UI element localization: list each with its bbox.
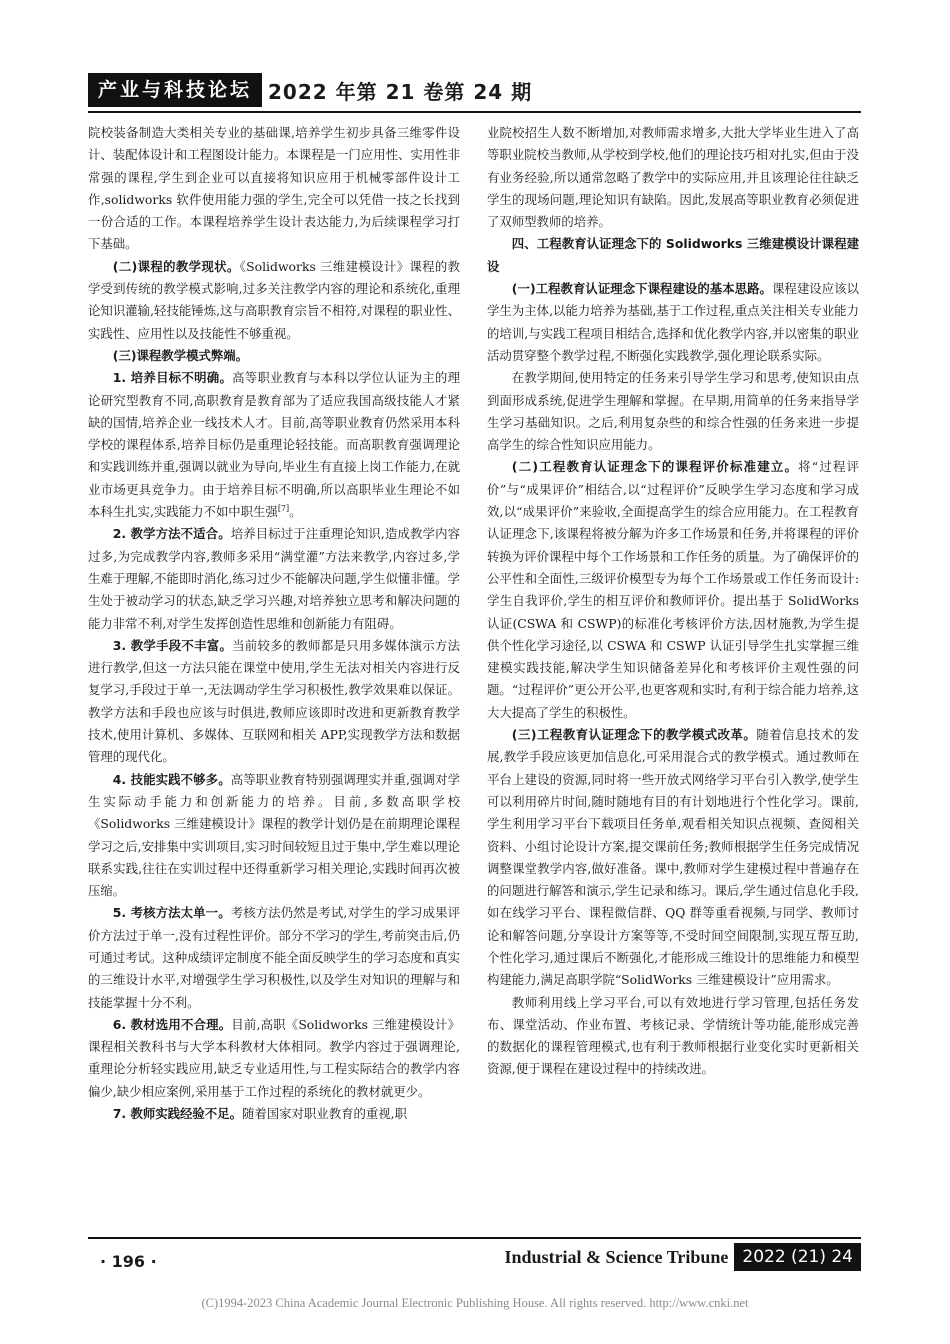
item-body: 随着国家对职业教育的重视,职 (241, 1106, 407, 1122)
paragraph-body: 《Solidworks 三维建模设计》课程的教学受到传统的教学模式影响,过多关注教学内容的理论和系统化,重理论知识灌输,轻技能锤炼,这与高职教育宗旨不相符,对课程的职业性、实践性、应用性以及技能性不够重视。 (88, 258, 460, 341)
item-end: 。 (289, 504, 302, 520)
item-body: 目前,高职《Solidworks 三维建模设计》课程相关教科书与大学本科教材大体相同。教学内容过于强调理论,重理论分析轻实践应用,缺乏专业适用性,与工程实际结合的教学内容偏少,缺少相应案例,采用基于工作过程的系统化的教材就更少。 (88, 1016, 460, 1099)
paragraph (487, 278, 859, 367)
issue-label: 2022 年第 21 卷第 24 期 (268, 79, 533, 104)
item-heading: 6. 教材选用不合理。 (112, 1016, 232, 1032)
subsection-heading: (二)工程教育认证理念下的课程评价标准建立。 (511, 459, 799, 475)
paragraph (487, 456, 859, 724)
item-body: 当前较多的教师都是只用多媒体演示方法进行教学,但这一方法只能在课堂中使用,学生无法对相关内容进行反复学习,手段过于单一,无法调动学生学习积极性,教学效果难以保证。教学方法和手段也应该与时俱进,教师应该即时改进和更新教育教学技术,使用计算机、多媒体、互联网和相关 APP,实现教学方法和数据管理的现代化。 (88, 637, 460, 765)
footer-journal (505, 1243, 861, 1271)
paragraph: 业院校招生人数不断增加,对教师需求增多,大批大学毕业生进入了高等职业院校当教师,从学校到学校,他们的理论技巧相对扎实,但由于没有业务经验,所以通常忽略了教学中的实际应用,并且该理论往往缺乏学生的现场问题,理论知识有缺陷。因此,发展高等职业教育必须促进了双师型教师的培养。 (487, 125, 859, 230)
issue-box: 2022 (21) 24 (734, 1243, 861, 1271)
subsection-heading: (三)工程教育认证理念下的教学模式改革。 (511, 727, 757, 743)
paragraph: 在教学期间,使用特定的任务来引导学生学习和思考,使知识由点到面形成系统,促进学生理解和掌握。在早期,用简单的任务来指导学生学习基础知识。之后,利用复杂些的和综合性强的任务来进一步提高学生的综合性知识应用能力。 (487, 370, 859, 453)
subsection-heading-text: (三)课程教学模式弊端。 (112, 347, 249, 363)
subsection-heading: (一)工程教育认证理念下课程建设的基本思路。 (511, 281, 772, 297)
item-heading: 1. 培养目标不明确。 (112, 370, 233, 386)
header-rule (88, 111, 861, 113)
list-item (88, 1014, 460, 1103)
journal-header (88, 73, 532, 107)
footer-rule (88, 1237, 861, 1239)
paragraph (88, 256, 460, 345)
section-title: 四、工程教育认证理念下的 Solidworks 三维建模设计课程建设 (487, 236, 859, 274)
item-heading: 2. 教学方法不适合。 (112, 526, 231, 542)
item-body: 高等职业教育特别强调理实并重,强调对学生实际动手能力和创新能力的培养。目前,多数高职学校《Solidworks 三维建模设计》课程的教学计划仍是在前期理论课程学习之后,安排集中实训项目,实习时间较短且过于集中,学生难以理论联系实践,往往在实训过程中还得重新学习相关理论,实践时间再次被压缩。 (88, 771, 460, 899)
paragraph (487, 724, 859, 992)
paragraph-body: 课程建设应该以学生为主体,以能力培养为基础,基于工作过程,重点关注相关专业能力的培训,与实践工程项目相结合,选择和优化教学内容,并以密集的职业活动贯穿整个教学过程,不断强化实践教学,强化理论联系实际。 (487, 281, 860, 363)
copyright-line: (C)1994-2023 China Academic Journal Electronic Publishing House. All rights reserved. http://www.cnki.net (201, 1296, 749, 1310)
paragraph: 院校装备制造大类相关专业的基础课,培养学生初步具备三维零件设计、装配体设计和工程图设计能力。本课程是一门应用性、实用性非常强的课程,学生到企业可以直接将知识应用于机械零部件设计工作,solidworks 软件使用能力强的学生,完全可以凭借一技之长找到一份合适的工作。本课程培养学生设计表达能力,为后续课程学习打下基础。 (88, 125, 460, 252)
left-column (88, 122, 460, 1125)
item-heading: 3. 教学手段不丰富。 (112, 637, 233, 653)
list-item (88, 367, 460, 523)
item-heading: 5. 考核方法太单一。 (112, 905, 231, 921)
right-column (487, 122, 859, 1081)
item-body: 培养目标过于注重理论知识,造成教学内容过多,为完成教学内容,教师多采用“满堂灌”方法来教学,内容过多,学生难于理解,不能即时消化,练习过少不能解决问题,学生似懂非懂。学生处于被动学习的状态,缺乏学习兴趣,对培养独立思考和解决问题的能力非常不利,对学生发挥创造性思维和创新能力有阻碍。 (88, 526, 460, 631)
item-body: 高等职业教育与本科以学位认证为主的理论研究型教育不同,高职教育是教育部为了适应我国高级技能人才紧缺的国情,培养企业一线技术人才。目前,高等职业教育仍然采用本科学校的课程体系,培养目标仍是重理论轻技能。而高职教育强调理论和实践训练并重,强调以就业为导向,毕业生有直接上岗工作能力,在就业市场更具竞争力。由于培养目标不明确,所以高职毕业生理论不如本科生扎实,实践能力不如中职生强 (88, 370, 460, 520)
subsection-heading (88, 345, 460, 367)
journal-name-box: 产业与科技论坛 (88, 73, 262, 107)
item-heading: 4. 技能实践不够多。 (112, 771, 231, 787)
paragraph: 教师利用线上学习平台,可以有效地进行学习管理,包括任务发布、课堂活动、作业布置、考核记录、学情统计等功能,能形成完善的数据化的课程管理模式,也有利于教师根据行业变化实时更新相关资源,便于课程在建设过程中的持续改进。 (487, 994, 859, 1077)
item-body: 考核方法仍然是考试,对学生的学习成果评价方法过于单一,没有过程性评价。部分不学习的学生,考前突击后,仍可通过考试。这种成绩评定制度不能全面反映学生的学习态度和真实的三维设计水平,对增强学生学习积极性,以及学生对知识的理解与和技能掌握十分不利。 (88, 905, 460, 1010)
citation: [7] (277, 503, 290, 513)
list-item (88, 523, 460, 634)
paragraph-body: 将“过程评价”与“成果评价”相结合,以“过程评价”反映学生学习态度和学习成效,以“成果评价”来验收,全面提高学生的综合应用能力。在工程教育认证理念下,该课程将被分解为许多工作场景和任务,并将课程的评价转换为评价课程中每个工作场景和工作任务的质量。为了确保评价的公平性和全面性,三级评价模型专为每个工作场景或工作任务而设计:学生自我评价,学生的相互评价和教师评价。提出基于 SolidWorks 认证(CSWA 和 CSWP)的标准化考核评价方法,因材施教,为学生提供个性化学习途径,以 CSWA 和 CSWP 认证引导学生扎实掌握三维建模实践技能,解决学生知识储备差异化和考核评价主观性强的问题。“过程评价”更公开公平,也更客观和实时,有利于综合能力培养,这大大提高了学生的积极性。 (487, 459, 860, 720)
journal-name-en: Industrial & Science Tribune (504, 1246, 729, 1267)
list-item (88, 635, 460, 769)
page-number: · 196 · (100, 1252, 157, 1271)
list-item (88, 1103, 460, 1125)
subsection-heading: (二)课程的教学现状。 (112, 258, 240, 274)
list-item (88, 769, 460, 903)
item-heading: 7. 教师实践经验不足。 (112, 1106, 242, 1122)
paragraph-body: 随着信息技术的发展,教学手段应该更加信息化,可采用混合式的教学模式。通过教师在平台上建设的资源,同时将一些开放式网络学习平台引入教学,使学生可以利用碎片时间,随时随地有目的有计划地进行个性化学习。课前,学生利用学习平台下载项目任务单,观看相关知识点视频、查阅相关资料、小组讨论设计方案,提交课前任务;教师根据学生任务完成情况调整课堂教学内容,做好准备。课中,教师对学生建模过程中普遍存在的问题进行解答和演示,学生记录和练习。课后,学生通过信息化手段,如在线学习平台、课程微信群、QQ 群等重看视频,与同学、教师讨论和解答问题,分享设计方案等等,不受时间空间限制,实现互帮互助,个性化学习,通过课后不断强化,才能形成三维设计的思维能力和模型构建能力,满足高职学院“SolidWorks 三维建模设计”应用需求。 (487, 727, 860, 988)
list-item (88, 902, 460, 1013)
